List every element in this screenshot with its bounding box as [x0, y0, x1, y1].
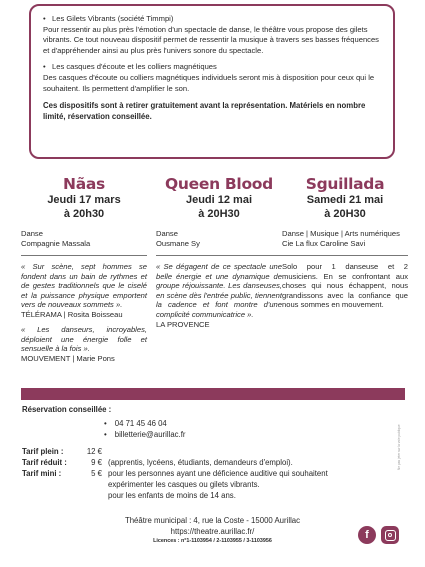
tarif-description: pour les personnes ayant une déficience auditive qui souhaitent: [108, 469, 328, 478]
show-date: Samedi 21 mai: [306, 194, 384, 206]
show-time: à 20h30: [63, 208, 105, 220]
theatre-address: Théâtre municipal : 4, rue la Coste - 15000 Aurillac: [124, 516, 301, 525]
booking-phone[interactable]: • 04 71 45 46 04: [104, 418, 185, 429]
licences: Licences : n°1-1103954 / 2-1103955 / 3-1103956: [153, 538, 272, 544]
tarif-row: [22, 468, 328, 479]
press-quote: « Les danseurs, incroyables, déploient une énergie folle et sensuelle à la fois ».: [21, 324, 147, 354]
show-company: Cie La flux Caroline Savi: [282, 239, 366, 248]
tarif-label: Tarif plein :: [22, 447, 64, 456]
tarif-row: [22, 457, 328, 468]
press-quote: « Sur scène, sept hommes se fondent dans un bain de rythmes et de gestes traditionnels que le ciselé et la puissance physique emportent vers de nouveaux sommets ».: [21, 262, 147, 310]
tarif-description-continued: expérimenter les casques ou gilets vibrants.: [108, 480, 260, 489]
theatre-url[interactable]: https://theatre.aurillac.fr/: [170, 526, 255, 536]
show-title: Nãas: [63, 175, 105, 193]
show-date: Jeudi 17 mars: [47, 194, 121, 206]
device-item-headphones: [43, 62, 381, 94]
show-column-queen-blood: [156, 175, 282, 335]
tarif-label: Tarif mini :: [22, 469, 62, 478]
tarif-label: Tarif réduit :: [22, 458, 67, 467]
tarif-price: 9 €: [91, 458, 102, 467]
press-source: LA PROVENCE: [156, 319, 210, 329]
show-column-naas: [21, 175, 147, 369]
show-company: Ousmane Sy: [156, 239, 200, 248]
tarif-row: [22, 446, 328, 457]
tarif-price: 5 €: [91, 469, 102, 478]
show-column-sguillada: [282, 175, 408, 310]
show-company: Compagnie Massala: [21, 239, 91, 248]
divider: [282, 255, 408, 256]
device-title: • Les casques d'écoute et les colliers magnétiques: [43, 62, 381, 73]
device-description: Des casques d'écoute ou colliers magnétiques individuels seront mis à disposition pour ceux qui le souhaitent. Ils permettent d'amplifier le son.: [43, 72, 375, 93]
device-item-vests: [43, 14, 381, 56]
show-title: Queen Blood: [165, 175, 273, 193]
show-genre: Danse: [21, 229, 43, 238]
pricing-list: [22, 446, 328, 501]
booking-label: Réservation conseillée :: [22, 405, 112, 414]
tarif-description-continued: pour les enfants de moins de 14 ans.: [108, 491, 236, 500]
accent-band: [21, 388, 405, 400]
device-title: • Les Gilets Vibrants (société Timmpi): [43, 14, 381, 25]
show-time: à 20H30: [324, 208, 366, 220]
tarif-description: (apprentis, lycéens, étudiants, demandeurs d'emploi).: [108, 458, 293, 467]
show-title: Sguillada: [305, 175, 385, 193]
divider: [156, 255, 282, 256]
vertical-note: Ne pas jeter sur la voie publique: [397, 424, 401, 470]
divider: [21, 255, 147, 256]
booking-email[interactable]: • billetterie@aurillac.fr: [104, 429, 185, 440]
booking-contacts: [104, 418, 185, 440]
show-description: Solo pour 1 danseuse et 2 musiciens. En se confrontant aux choses qui nous échappent, nous grandissons avec la confiance que nous sommes en mouvement.: [282, 262, 408, 310]
press-source: MOUVEMENT | Marie Pons: [21, 353, 115, 363]
device-description: Pour ressentir au plus près l'émotion d'un spectacle de danse, le théâtre vous propose des gilets vibrants. Ce tout nouveau dispositif permet de ressentir la musique à travers ses basses fréquences et d'appréhender ainsi au plus près l'univers sonore du spectacle.: [43, 24, 379, 55]
devices-notice: Ces dispositifs sont à retirer gratuitement avant la représentation. Matériels en nombre limité, réservation conseillée.: [43, 101, 366, 122]
press-source: TÉLÉRAMA | Rosita Boisseau: [21, 309, 123, 319]
accessibility-devices-box: [29, 4, 395, 159]
show-date: Jeudi 12 mai: [185, 194, 253, 206]
show-genre: Danse | Musique | Arts numériques: [282, 229, 400, 238]
show-genre: Danse: [156, 229, 178, 238]
show-time: à 20H30: [198, 208, 240, 220]
tarif-price: 12 €: [86, 447, 102, 456]
instagram-icon[interactable]: [381, 526, 399, 544]
facebook-icon[interactable]: f: [358, 526, 376, 544]
press-quote: « Se dégagent de ce spectacle une belle énergie et une dynamique de groupe réjouissante. Les danseuses, en scène dès l'entrée public, tiennent la cadence et font montre d'une complicité communicatrice ».: [156, 262, 282, 319]
